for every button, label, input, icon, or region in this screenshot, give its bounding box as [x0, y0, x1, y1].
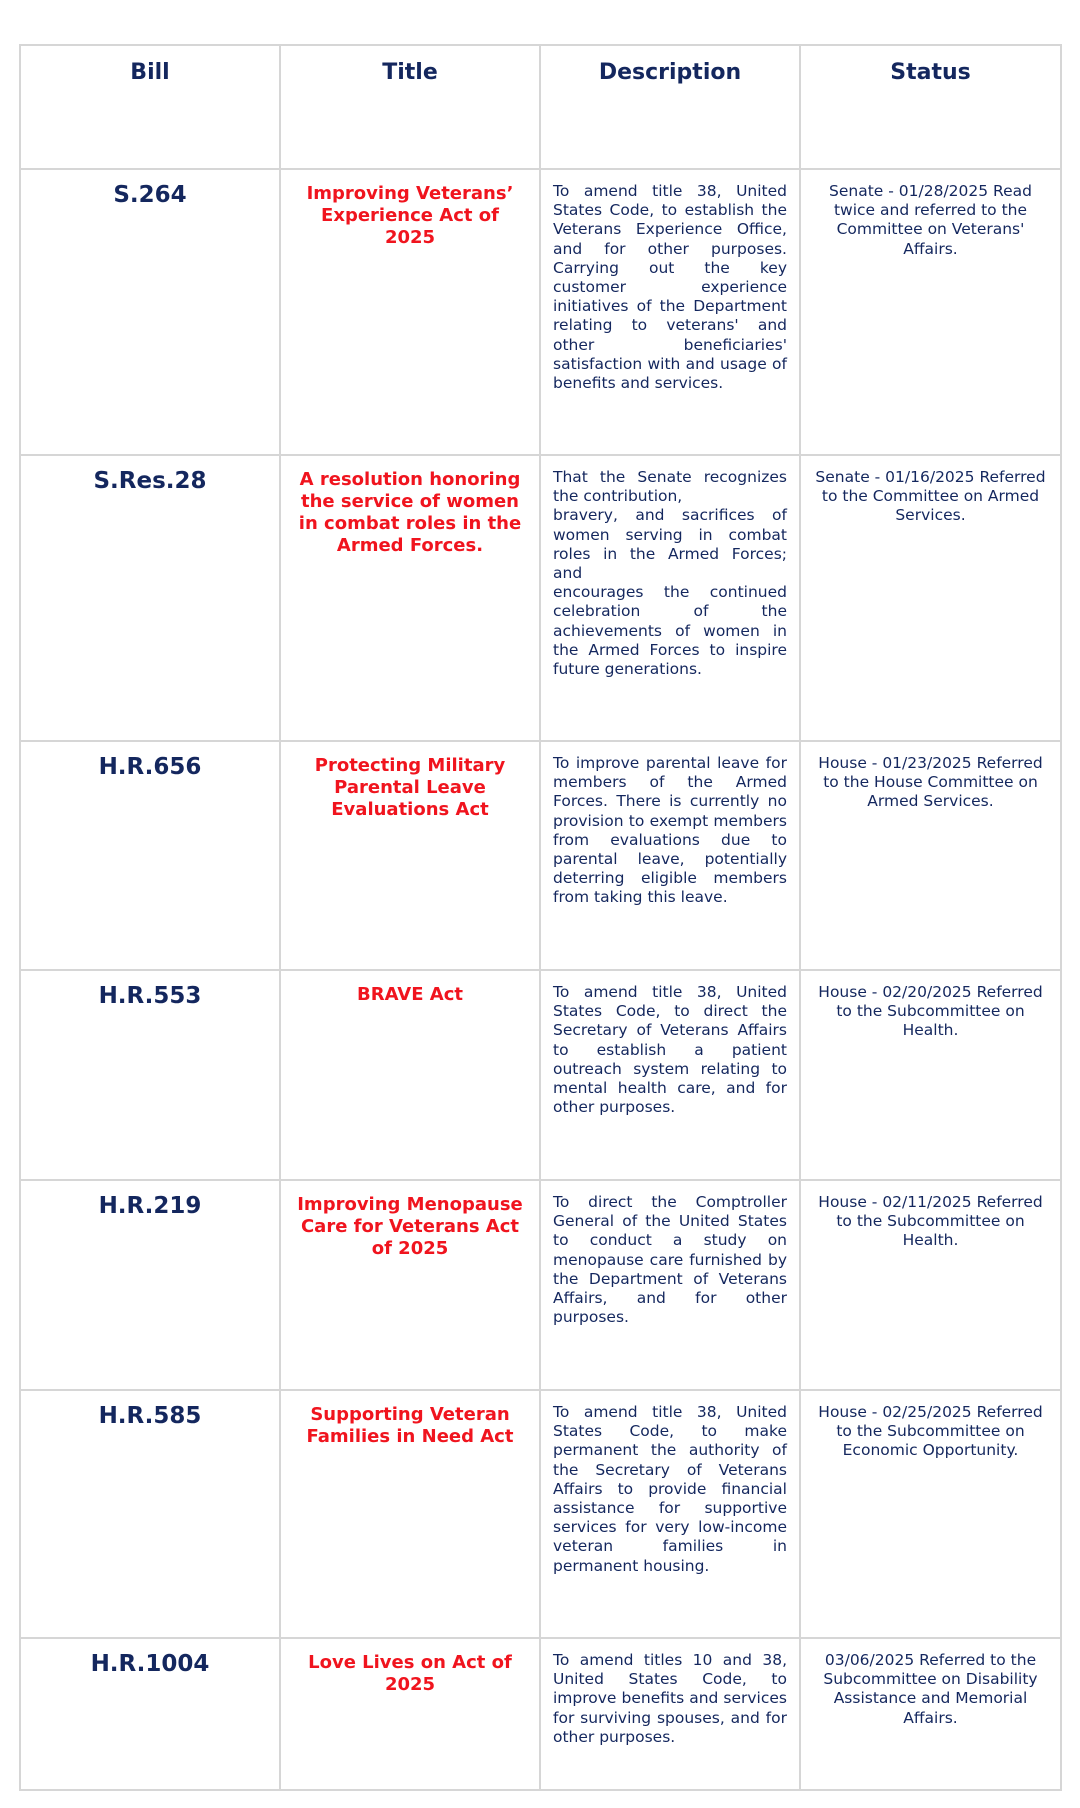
- description-line: To amend title 38, United States Code, to establish the Veterans Experience Office, and for other purposes. Carrying out the key customer experience initiatives of the Department relating to veterans' and other beneficiaries' satisfaction with and usage of benefits and services.: [553, 182, 787, 393]
- bill-status: Senate - 01/28/2025 Read twice and referred to the Committee on Veterans' Affairs.: [800, 169, 1061, 455]
- bill-description: [540, 1180, 800, 1390]
- bill-title: A resolution honoring the service of women in combat roles in the Armed Forces.: [280, 455, 540, 741]
- description-line: bravery, and sacrifices of women serving in combat roles in the Armed Forces; and: [553, 506, 787, 583]
- description-line: To amend title 38, United States Code, to make permanent the authority of the Secretary of Veterans Affairs to provide financial assistance for supportive services for very low-income veteran families in permanent housing.: [553, 1403, 787, 1575]
- header-row: [20, 45, 1061, 169]
- table-row: [20, 1180, 1061, 1390]
- bill-number: H.R.585: [20, 1390, 280, 1638]
- bill-status: House - 01/23/2025 Referred to the House Committee on Armed Services.: [800, 741, 1061, 970]
- bill-description: [540, 169, 800, 455]
- bill-number: S.264: [20, 169, 280, 455]
- description-line: To amend titles 10 and 38, United States Code, to improve benefits and services for surviving spouses, and for other purposes.: [553, 1651, 787, 1746]
- description-line: encourages the continued celebration of the achievements of women in the Armed Forces to inspire future generations.: [553, 583, 787, 679]
- table-row: [20, 169, 1061, 455]
- description-line: To improve parental leave for members of the Armed Forces. There is currently no provision to exempt members from evaluations due to parental leave, potentially deterring eligible members from taking this leave.: [553, 754, 787, 907]
- description-line: To direct the Comptroller General of the United States to conduct a study on menopause care furnished by the Department of Veterans Affairs, and for other purposes.: [553, 1193, 787, 1327]
- table-row: [20, 970, 1061, 1180]
- bill-title: Love Lives on Act of 2025: [280, 1638, 540, 1790]
- bill-number: H.R.656: [20, 741, 280, 970]
- description-line: That the Senate recognizes the contribution,: [553, 468, 787, 506]
- bill-status: 03/06/2025 Referred to the Subcommittee on Disability Assistance and Memorial Affairs.: [800, 1638, 1061, 1790]
- bill-description: [540, 741, 800, 970]
- bill-description: [540, 455, 800, 741]
- header-title: Title: [280, 45, 540, 169]
- bill-description: [540, 1390, 800, 1638]
- description-line: To amend title 38, United States Code, to direct the Secretary of Veterans Affairs to establish a patient outreach system relating to mental health care, and for other purposes.: [553, 983, 787, 1117]
- bill-status: House - 02/20/2025 Referred to the Subcommittee on Health.: [800, 970, 1061, 1180]
- bill-title: Supporting Veteran Families in Need Act: [280, 1390, 540, 1638]
- bill-title: BRAVE Act: [280, 970, 540, 1180]
- bill-number: H.R.553: [20, 970, 280, 1180]
- table-header: [20, 45, 1061, 169]
- bill-number: H.R.1004: [20, 1638, 280, 1790]
- header-status: Status: [800, 45, 1061, 169]
- table-row: [20, 455, 1061, 741]
- bill-number: S.Res.28: [20, 455, 280, 741]
- table-row: [20, 1390, 1061, 1638]
- bills-table: [19, 44, 1062, 1791]
- bill-title: Improving Veterans’ Experience Act of 2025: [280, 169, 540, 455]
- header-bill: Bill: [20, 45, 280, 169]
- table-row: [20, 741, 1061, 970]
- bill-number: H.R.219: [20, 1180, 280, 1390]
- bill-description: [540, 1638, 800, 1790]
- bill-title: Improving Menopause Care for Veterans Act of 2025: [280, 1180, 540, 1390]
- header-description: Description: [540, 45, 800, 169]
- table-row: [20, 1638, 1061, 1790]
- bill-status: House - 02/25/2025 Referred to the Subcommittee on Economic Opportunity.: [800, 1390, 1061, 1638]
- bill-title: Protecting Military Parental Leave Evaluations Act: [280, 741, 540, 970]
- bill-description: [540, 970, 800, 1180]
- bill-status: Senate - 01/16/2025 Referred to the Committee on Armed Services.: [800, 455, 1061, 741]
- bill-status: House - 02/11/2025 Referred to the Subcommittee on Health.: [800, 1180, 1061, 1390]
- table-body: [20, 169, 1061, 1790]
